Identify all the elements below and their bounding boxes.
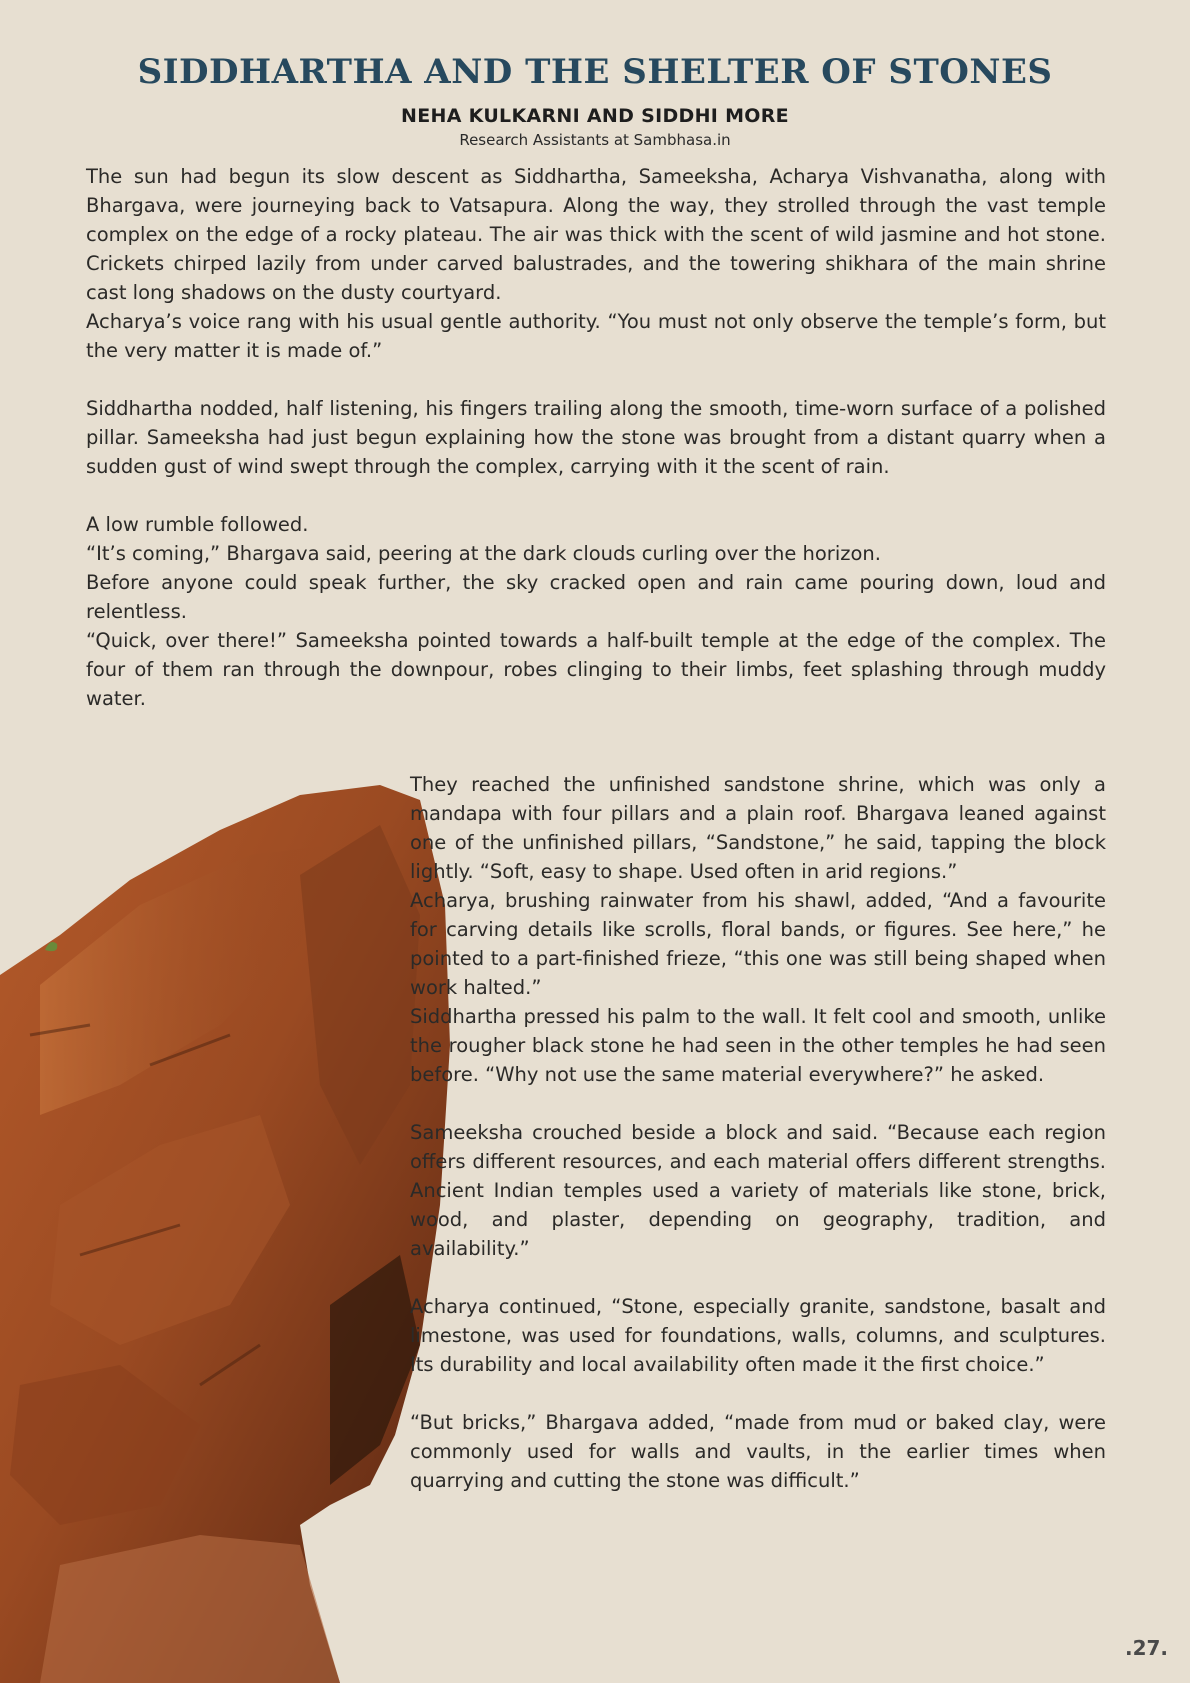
author-affiliation: Research Assistants at Sambhasa.in [459,131,731,149]
paragraph: A low rumble followed. [86,513,309,536]
paragraph: Sameeksha crouched beside a block and said. “Because each region offers different resources, and each material offers different strengths. Ancient Indian temples used a variety of materials like stone, brick, wood, and plaster, depending on geography, tradition, and availability.” [410,1121,1106,1260]
article-title: SIDDHARTHA AND THE SHELTER OF STONES [137,52,1053,92]
paragraph: “Quick, over there!” Sameeksha pointed towards a half-built temple at the edge of the complex. The four of them ran through the downpour, robes clinging to their limbs, feet splashing through muddy water. [86,629,1106,710]
paragraph: Acharya continued, “Stone, especially granite, sandstone, basalt and limestone, was used for foundations, walls, columns, and sculptures. Its durability and local availability often made it the first choice.” [410,1295,1106,1376]
intro-body [86,162,1106,713]
paragraph: Before anyone could speak further, the sky cracked open and rain came pouring down, loud and relentless. [86,571,1106,623]
paragraph: Siddhartha nodded, half listening, his fingers trailing along the smooth, time-worn surface of a polished pillar. Sameeksha had just begun explaining how the stone was brought from a distant quarry when a sudden gust of wind swept through the complex, carrying with it the scent of rain. [86,397,1106,478]
side-column-body [410,770,1106,1495]
paragraph: The sun had begun its slow descent as Siddhartha, Sameeksha, Acharya Vishvanatha, along with Bhargava, were journeying back to Vatsapura. Along the way, they strolled through the vast temple complex on the edge of a rocky plateau. The air was thick with the scent of wild jasmine and hot stone. Crickets chirped lazily from under carved balustrades, and the towering shikhara of the main shrine cast long shadows on the dusty courtyard. [86,165,1106,304]
paragraph: “But bricks,” Bhargava added, “made from mud or baked clay, were commonly used for walls and vaults, in the earlier times when quarrying and cutting the stone was difficult.” [410,1411,1106,1492]
paragraph: Siddhartha pressed his palm to the wall. It felt cool and smooth, unlike the rougher black stone he had seen in the other temples he had seen before. “Why not use the same material everywhere?” he asked. [410,1005,1106,1086]
page-number: .27. [1124,1636,1168,1660]
paragraph: They reached the unfinished sandstone shrine, which was only a mandapa with four pillars and a plain roof. Bhargava leaned against one of the unfinished pillars, “Sandstone,” he said, tapping the block lightly. “Soft, easy to shape. Used often in arid regions.” [410,773,1106,883]
paragraph: “It’s coming,” Bhargava said, peering at the dark clouds curling over the horizon. [86,542,881,565]
paragraph: Acharya, brushing rainwater from his shawl, added, “And a favourite for carving details like scrolls, floral bands, or figures. See here,” he pointed to a part-finished frieze, “this one was still being shaped when work halted.” [410,889,1106,999]
sandstone-rock-image [0,785,460,1683]
article-authors: NEHA KULKARNI AND SIDDHI MORE [401,105,789,127]
paragraph: Acharya’s voice rang with his usual gentle authority. “You must not only observe the temple’s form, but the very matter it is made of.” [86,310,1106,362]
